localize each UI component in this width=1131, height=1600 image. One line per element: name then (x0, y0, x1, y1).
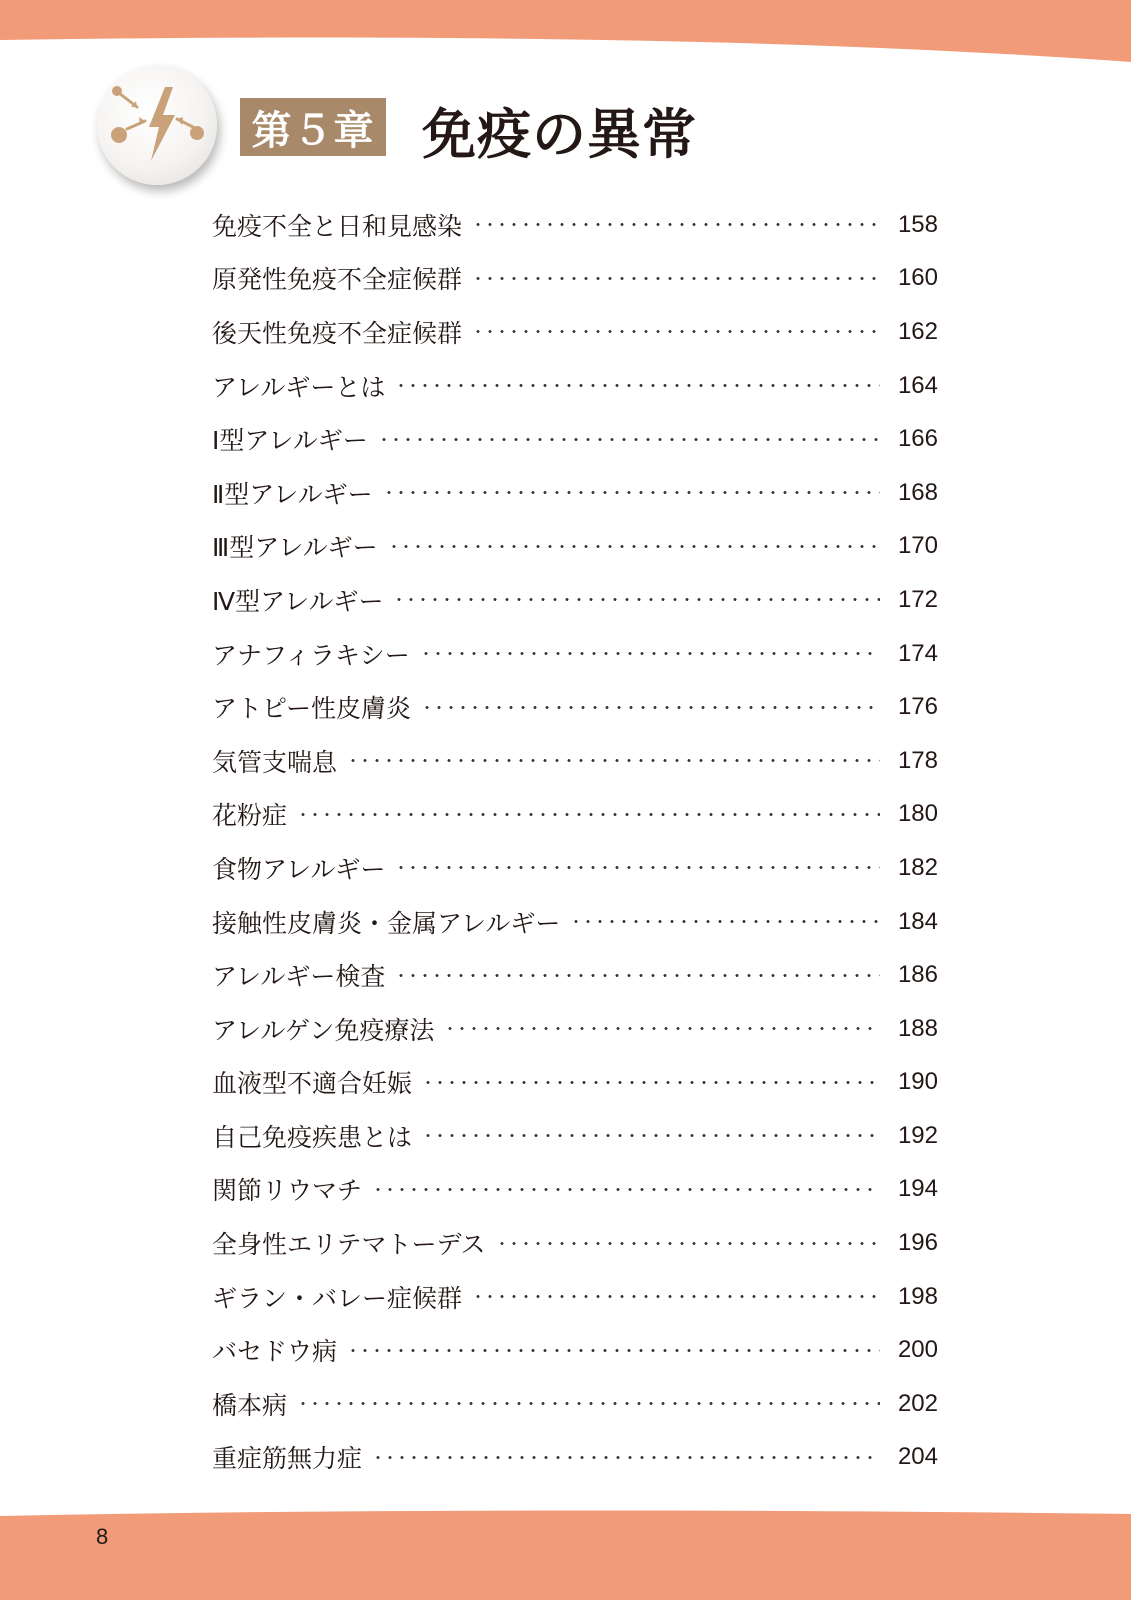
dot-leader (388, 545, 880, 548)
bottom-decorative-band (0, 1510, 1131, 1600)
toc-entry[interactable] (212, 1431, 938, 1485)
toc-entry[interactable] (212, 359, 938, 413)
toc-entry[interactable] (212, 1002, 938, 1056)
toc-entry-page: 172 (897, 585, 938, 613)
toc-entry-page: 158 (897, 210, 938, 238)
toc-entry-page: 178 (897, 746, 938, 774)
toc-entry-page: 192 (897, 1121, 938, 1149)
toc-entry[interactable] (212, 627, 938, 681)
toc-entry-page: 200 (897, 1336, 938, 1364)
toc-entry-title: アレルギーとは (212, 372, 386, 402)
toc-entry-title: 原発性免疫不全症候群 (212, 265, 463, 295)
dot-leader (297, 813, 880, 816)
toc-entry[interactable] (212, 412, 938, 466)
toc-entry-title: アレルギー検査 (212, 962, 386, 992)
toc-entry-page: 204 (897, 1443, 938, 1471)
toc-entry-page: 176 (897, 693, 938, 721)
toc-entry[interactable] (212, 305, 938, 359)
toc-entry-page: 196 (897, 1229, 938, 1257)
dot-leader (422, 1134, 880, 1137)
toc-entry[interactable] (212, 841, 938, 895)
chapter-number-badge: 第５章 (240, 98, 386, 156)
toc-entry-page: 180 (897, 800, 938, 828)
toc-entry-page: 162 (897, 317, 938, 345)
toc-entry[interactable] (212, 520, 938, 574)
toc-entry-title: 接触性皮膚炎・金属アレルギー (212, 908, 561, 938)
toc-entry-page: 186 (897, 961, 938, 989)
toc-entry[interactable] (212, 252, 938, 306)
toc-entry-page: 182 (897, 853, 938, 881)
dot-leader (383, 491, 880, 494)
toc-entry[interactable] (212, 1109, 938, 1163)
toc-entry[interactable] (212, 788, 938, 842)
toc-entry-title: 食物アレルギー (212, 854, 386, 884)
toc-entry-page: 184 (897, 907, 938, 935)
dot-leader (472, 277, 880, 280)
toc-entry-title: バセドウ病 (212, 1337, 338, 1367)
toc-entry-page: 168 (897, 478, 938, 506)
toc-entry-title: アナフィラキシー (212, 640, 410, 670)
toc-entry[interactable] (212, 1377, 938, 1431)
table-of-contents (212, 198, 938, 1484)
dot-leader (496, 1242, 880, 1245)
dot-leader (393, 598, 880, 601)
dot-leader (395, 384, 880, 387)
toc-entry-page: 164 (897, 371, 938, 399)
dot-leader (421, 706, 880, 709)
toc-entry-title: Ⅰ型アレルギー (212, 426, 368, 456)
dot-leader (472, 223, 880, 226)
toc-entry-title: 後天性免疫不全症候群 (212, 318, 463, 348)
toc-entry-title: 気管支喘息 (212, 747, 338, 777)
toc-entry-title: Ⅳ型アレルギー (212, 586, 384, 616)
toc-entry-page: 198 (897, 1282, 938, 1310)
dot-leader (372, 1188, 880, 1191)
dot-leader (472, 330, 880, 333)
toc-entry[interactable] (212, 1216, 938, 1270)
toc-entry[interactable] (212, 573, 938, 627)
toc-entry-title: 免疫不全と日和見感染 (212, 211, 463, 241)
toc-entry[interactable] (212, 1163, 938, 1217)
toc-entry-title: 自己免疫疾患とは (212, 1122, 413, 1152)
dot-leader (472, 1295, 880, 1298)
dot-leader (570, 920, 880, 923)
chapter-title: 免疫の異常 (422, 103, 697, 166)
toc-entry[interactable] (212, 1270, 938, 1324)
toc-entry[interactable] (212, 895, 938, 949)
toc-entry-page: 190 (897, 1068, 938, 1096)
toc-entry-page: 194 (897, 1175, 938, 1203)
toc-entry-title: 関節リウマチ (212, 1176, 363, 1206)
dot-leader (347, 759, 880, 762)
toc-entry[interactable] (212, 948, 938, 1002)
toc-entry-page: 166 (897, 425, 938, 453)
toc-entry-title: 血液型不適合妊娠 (212, 1069, 413, 1099)
toc-entry-title: Ⅱ型アレルギー (212, 479, 373, 509)
toc-entry[interactable] (212, 1056, 938, 1110)
toc-entry-title: 橋本病 (212, 1390, 288, 1420)
dot-leader (372, 1456, 880, 1459)
dot-leader (444, 1027, 880, 1030)
toc-entry-title: 花粉症 (212, 801, 288, 831)
chapter-icon (97, 65, 217, 185)
toc-entry[interactable] (212, 680, 938, 734)
toc-entry-title: Ⅲ型アレルギー (212, 533, 378, 563)
dot-leader (297, 1402, 880, 1405)
top-decorative-band (0, 0, 1131, 70)
toc-entry-page: 170 (897, 532, 938, 560)
dot-leader (420, 652, 880, 655)
toc-entry-title: 全身性エリテマトーデス (212, 1230, 486, 1260)
dot-leader (347, 1349, 880, 1352)
toc-entry-title: アレルゲン免疫療法 (212, 1015, 435, 1045)
toc-entry-title: アトピー性皮膚炎 (212, 694, 412, 724)
dot-leader (422, 1081, 880, 1084)
toc-entry[interactable] (212, 466, 938, 520)
dot-leader (395, 974, 880, 977)
toc-entry[interactable] (212, 198, 938, 252)
toc-entry[interactable] (212, 734, 938, 788)
toc-entry[interactable] (212, 1323, 938, 1377)
toc-entry-title: ギラン・バレー症候群 (212, 1283, 463, 1313)
toc-entry-page: 160 (897, 264, 938, 292)
toc-entry-page: 174 (897, 639, 938, 667)
page-number: 8 (96, 1524, 109, 1549)
toc-entry-title: 重症筋無力症 (212, 1444, 363, 1474)
dot-leader (395, 866, 880, 869)
dot-leader (378, 438, 880, 441)
toc-entry-page: 202 (897, 1389, 938, 1417)
toc-entry-page: 188 (897, 1014, 938, 1042)
